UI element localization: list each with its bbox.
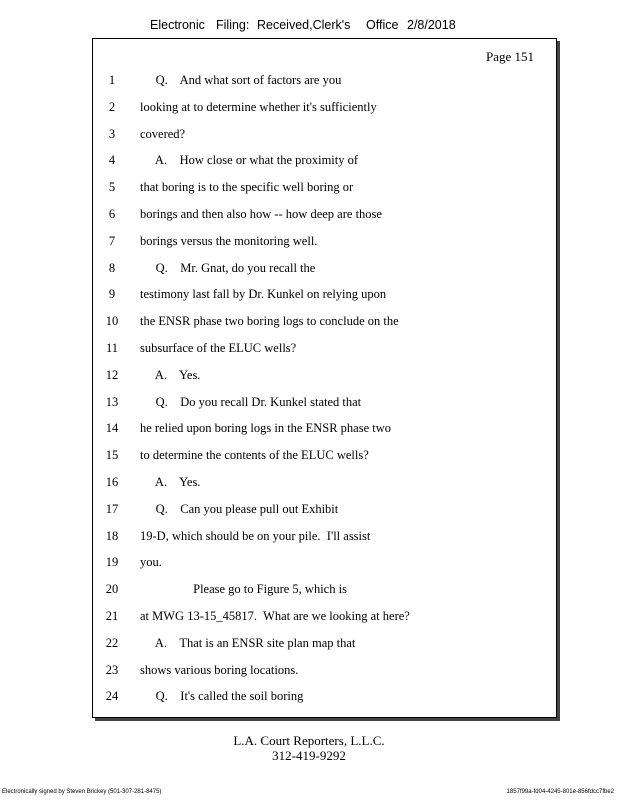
- line-text: A. How close or what the proximity of: [140, 153, 359, 168]
- line-number: 4: [108, 153, 116, 168]
- transcript-line: [93, 555, 553, 573]
- line-number: 3: [108, 126, 116, 141]
- line-number: 8: [108, 260, 116, 275]
- transcript-line: [93, 314, 553, 332]
- line-text: borings and then also how -- how deep are those: [140, 207, 382, 221]
- line-number: 5: [108, 180, 116, 195]
- transcript-line: [93, 153, 553, 171]
- transcript-line: [93, 207, 553, 225]
- transcript-line: [93, 234, 553, 252]
- line-number: 13: [105, 394, 119, 409]
- line-text: covered?: [140, 126, 186, 141]
- transcript-line: [93, 475, 553, 493]
- line-number: 20: [105, 582, 119, 597]
- page-number: Page 151: [485, 49, 534, 64]
- signature-note: Electronically signed by Steven Brickey (501-307-281-8475): [2, 789, 162, 795]
- line-text: the ENSR phase two boring logs to conclude on the: [140, 314, 399, 329]
- line-text: you.: [140, 555, 162, 570]
- transcript-line: [93, 582, 553, 600]
- line-number: 1: [108, 73, 116, 87]
- line-number: 7: [108, 233, 116, 248]
- line-text: borings versus the monitoring well.: [140, 233, 318, 248]
- line-text: Q. Mr. Gnat, do you recall the: [140, 260, 316, 275]
- line-text: Q. It's called the soil boring: [140, 689, 304, 704]
- transcript-line: [93, 421, 553, 439]
- transcript-page: [92, 38, 557, 718]
- line-text: Q. Do you recall Dr. Kunkel stated that: [140, 394, 362, 409]
- filing-office: Office: [366, 18, 399, 32]
- line-number: 19: [105, 555, 119, 570]
- line-number: 2: [108, 99, 116, 114]
- line-number: 6: [108, 207, 116, 221]
- line-text: A. Yes.: [140, 367, 201, 382]
- line-number: 24: [105, 689, 119, 704]
- transcript-line: [93, 73, 553, 91]
- transcript-line: [93, 636, 553, 654]
- line-number: 10: [105, 314, 119, 329]
- line-text: subsurface of the ELUC wells?: [140, 341, 297, 355]
- line-text: looking at to determine whether it's sufficiently: [140, 99, 377, 114]
- line-number: 11: [105, 341, 119, 355]
- transcript-line: [93, 180, 553, 198]
- line-number: 14: [105, 421, 119, 436]
- transcript-line: [93, 502, 553, 520]
- transcript-line: [93, 529, 553, 547]
- filing-received: Received,Clerk's: [257, 18, 351, 32]
- line-text: 19-D, which should be on your pile. I'll assist: [140, 528, 371, 543]
- transcript-line: [93, 609, 553, 627]
- line-number: 15: [105, 448, 119, 463]
- line-number: 23: [105, 662, 119, 677]
- line-text: testimony last fall by Dr. Kunkel on relying upon: [140, 287, 387, 302]
- transcript-line: [93, 368, 553, 386]
- document-hash: 1857f99a-fd04-4245-801e-856fdcc7fbe2: [506, 789, 614, 795]
- line-text: at MWG 13-15_45817. What are we looking at here?: [140, 609, 410, 623]
- line-text: A. Yes.: [140, 475, 201, 489]
- line-number: 17: [105, 501, 119, 516]
- line-number: 22: [105, 635, 119, 650]
- line-text: he relied upon boring logs in the ENSR phase two: [140, 421, 392, 436]
- transcript-line: [93, 663, 553, 681]
- transcript-line: [93, 287, 553, 305]
- filing-date: 2/8/2018: [407, 18, 456, 32]
- transcript-line: [93, 448, 553, 466]
- line-number: 16: [105, 475, 119, 489]
- filing-stamp: [0, 18, 618, 40]
- transcript-line: [93, 127, 553, 145]
- line-number: 21: [105, 609, 119, 623]
- transcript-line: [93, 395, 553, 413]
- filing-electronic: Electronic: [150, 18, 205, 32]
- transcript-line: [93, 341, 553, 359]
- line-text: Q. And what sort of factors are you: [140, 73, 342, 87]
- transcript-line: [93, 689, 553, 707]
- reporter-phone: 312-419-9292: [272, 748, 346, 763]
- line-text: shows various boring locations.: [140, 662, 299, 677]
- line-text: A. That is an ENSR site plan map that: [140, 635, 356, 650]
- transcript-line: [93, 100, 553, 118]
- line-number: 18: [105, 528, 119, 543]
- transcript-line: [93, 261, 553, 279]
- line-number: 12: [105, 367, 119, 382]
- line-text: to determine the contents of the ELUC wells?: [140, 448, 369, 463]
- line-text: that boring is to the specific well boring or: [140, 180, 354, 195]
- reporter-company: L.A. Court Reporters, L.L.C.: [233, 733, 385, 748]
- line-text: Q. Can you please pull out Exhibit: [140, 501, 339, 516]
- line-text: Please go to Figure 5, which is: [140, 582, 347, 597]
- line-number: 9: [108, 287, 116, 302]
- filing-label: Filing:: [216, 18, 250, 32]
